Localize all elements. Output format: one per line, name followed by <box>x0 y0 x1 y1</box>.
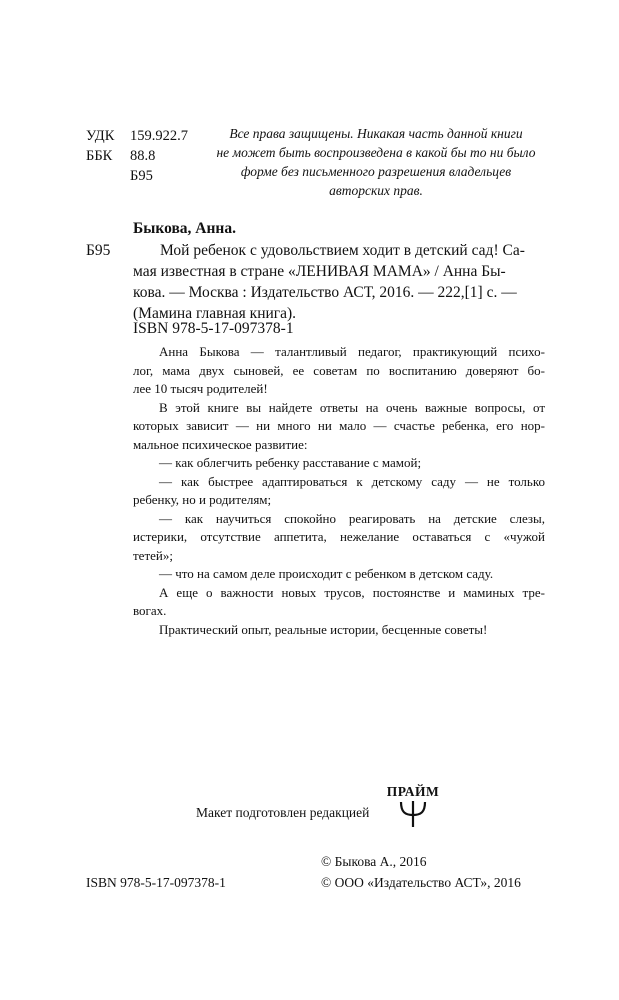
layout-credit-text: Макет подготовлен редакцией <box>196 805 370 820</box>
udk-label: УДК <box>86 128 115 144</box>
rights-notice: Все права защищены. Никакая часть данной книги не может быть воспроизведена в какой бы то ни было форме без письменного разрешения владельцев авторских прав. <box>216 126 536 198</box>
catalog-description-cont: мая известная в стране «ЛЕНИВАЯ МАМА» / Анна Бы- кова. — Москва : Издательство АСТ, 2016. — 222,[1] с. — (Мамина главная книга). <box>133 263 517 322</box>
author-sign-code: Б95 <box>130 168 153 184</box>
annotation: Анна Быкова — талантливый педагог, практикующий психо- лог, мама двух сыновей, ее советам по воспитанию доверяют бо- лее 10 тысяч родителей! В этой книге вы найдете ответы на очень важные вопросы, от которых зависит — ни много ни мало — счастье ребенка, его нор- мальное психическое развитие: — как облегчить ребенку расставание с мамой; — как быстрее адаптироваться к детскому саду — не только ребенку, но и родителям; — как научиться спокойно реагировать на детские слезы, истерики, отсутствие аппетита, нежелание оставаться с «чужой тетей»; — что на самом деле происходит с ребенком в детском саду. А еще о важности новых трусов, постоянстве и маминых тре- вогах. Практический опыт, реальные истории, бесценные советы! <box>133 344 545 637</box>
udk-value: 159.922.7 <box>130 128 188 144</box>
udk-row <box>86 126 188 146</box>
copyright-publisher: © ООО «Издательство АСТ», 2016 <box>321 875 521 890</box>
bbk-label: ББК <box>86 148 113 164</box>
catalog-isbn: ISBN 978-5-17-097378-1 <box>133 320 294 337</box>
catalog-description: Мой ребенок с удовольствием ходит в детский сад! Са- <box>160 242 525 259</box>
catalog-author: Быкова, Анна. <box>133 220 236 237</box>
footer-isbn: ISBN 978-5-17-097378-1 <box>86 875 226 890</box>
prime-logo-psi-icon <box>383 800 443 828</box>
prime-logo-text: ПРАЙМ <box>386 784 440 799</box>
catalog-code: Б95 <box>86 242 111 259</box>
bbk-row <box>86 146 155 166</box>
bbk-value: 88.8 <box>130 148 156 164</box>
prime-logo <box>383 784 443 828</box>
copyright-author: © Быкова А., 2016 <box>321 854 427 869</box>
